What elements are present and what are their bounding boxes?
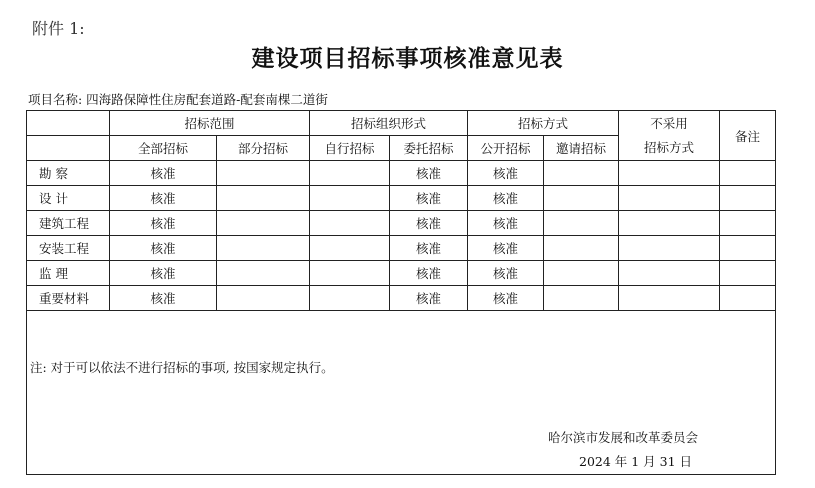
header-org-form: 招标组织形式	[310, 111, 468, 136]
table-cell	[544, 211, 619, 236]
table-cell: 核准	[110, 161, 217, 186]
document-title: 建设项目招标事项核准意见表	[251, 45, 564, 72]
table-cell	[619, 186, 720, 211]
table-cell	[217, 161, 310, 186]
header-not-adopt-line1: 不采用	[650, 115, 688, 131]
header-not-adopt-line2: 招标方式	[644, 139, 695, 155]
header-scope: 招标范围	[110, 111, 310, 136]
footnote: 注: 对于可以依法不进行招标的事项, 按国家规定执行。	[30, 360, 334, 375]
table-cell: 核准	[390, 211, 468, 236]
header-corner-2	[27, 136, 110, 161]
table-cell	[544, 236, 619, 261]
table-cell	[720, 286, 776, 311]
header-corner	[27, 111, 110, 136]
table-cell: 核准	[390, 286, 468, 311]
table-cell	[310, 286, 390, 311]
table-row	[27, 211, 776, 236]
note-block-row	[27, 311, 776, 475]
header-row-1	[27, 111, 776, 136]
table-cell: 核准	[110, 286, 217, 311]
table-row	[27, 286, 776, 311]
row-label: 安装工程	[27, 236, 110, 261]
table-cell: 核准	[110, 236, 217, 261]
table-cell	[310, 161, 390, 186]
table-cell	[310, 186, 390, 211]
table-cell: 核准	[468, 236, 544, 261]
table-cell: 核准	[110, 211, 217, 236]
table-cell	[217, 286, 310, 311]
table-cell: 核准	[110, 261, 217, 286]
table-cell: 核准	[390, 186, 468, 211]
table-cell	[720, 186, 776, 211]
header-sub: 全部招标	[110, 136, 217, 161]
table-cell	[619, 236, 720, 261]
table-cell	[544, 161, 619, 186]
header-not-adopt	[619, 111, 720, 161]
attachment-label: 附件 1:	[32, 19, 85, 38]
table-cell	[217, 236, 310, 261]
table-cell	[544, 261, 619, 286]
header-sub: 部分招标	[217, 136, 310, 161]
signature-date: 2024 年 1 月 31 日	[579, 454, 693, 469]
row-label: 重要材料	[27, 286, 110, 311]
table-cell	[720, 261, 776, 286]
table-cell: 核准	[468, 161, 544, 186]
table-cell	[310, 211, 390, 236]
table-cell	[310, 261, 390, 286]
table-cell: 核准	[468, 261, 544, 286]
project-name: 项目名称: 四海路保障性住房配套道路-配套南棵二道街	[28, 92, 328, 107]
table-cell: 核准	[390, 261, 468, 286]
table-cell	[720, 236, 776, 261]
table-row	[27, 161, 776, 186]
table-cell: 核准	[110, 186, 217, 211]
table-cell	[217, 186, 310, 211]
table-cell	[217, 261, 310, 286]
table-row	[27, 261, 776, 286]
table-cell	[619, 211, 720, 236]
row-label: 设 计	[27, 186, 110, 211]
approval-table	[26, 110, 776, 475]
table-cell: 核准	[390, 236, 468, 261]
table-cell	[310, 236, 390, 261]
signature-org: 哈尔滨市发展和改革委员会	[548, 430, 699, 445]
table-cell	[619, 261, 720, 286]
header-sub: 委托招标	[390, 136, 468, 161]
header-sub: 公开招标	[468, 136, 544, 161]
table-cell	[619, 286, 720, 311]
header-sub: 自行招标	[310, 136, 390, 161]
table-cell	[619, 161, 720, 186]
table-cell: 核准	[468, 211, 544, 236]
table-cell: 核准	[390, 161, 468, 186]
header-sub: 邀请招标	[544, 136, 619, 161]
table-row	[27, 236, 776, 261]
note-block	[27, 311, 776, 475]
table-cell: 核准	[468, 286, 544, 311]
table-cell: 核准	[468, 186, 544, 211]
table-cell	[217, 211, 310, 236]
row-label: 监 理	[27, 261, 110, 286]
table-cell	[720, 211, 776, 236]
row-label: 勘 察	[27, 161, 110, 186]
table-cell	[544, 186, 619, 211]
header-remarks: 备注	[720, 111, 776, 161]
table-row	[27, 186, 776, 211]
header-method: 招标方式	[468, 111, 619, 136]
table-cell	[544, 286, 619, 311]
row-label: 建筑工程	[27, 211, 110, 236]
table-cell	[720, 161, 776, 186]
